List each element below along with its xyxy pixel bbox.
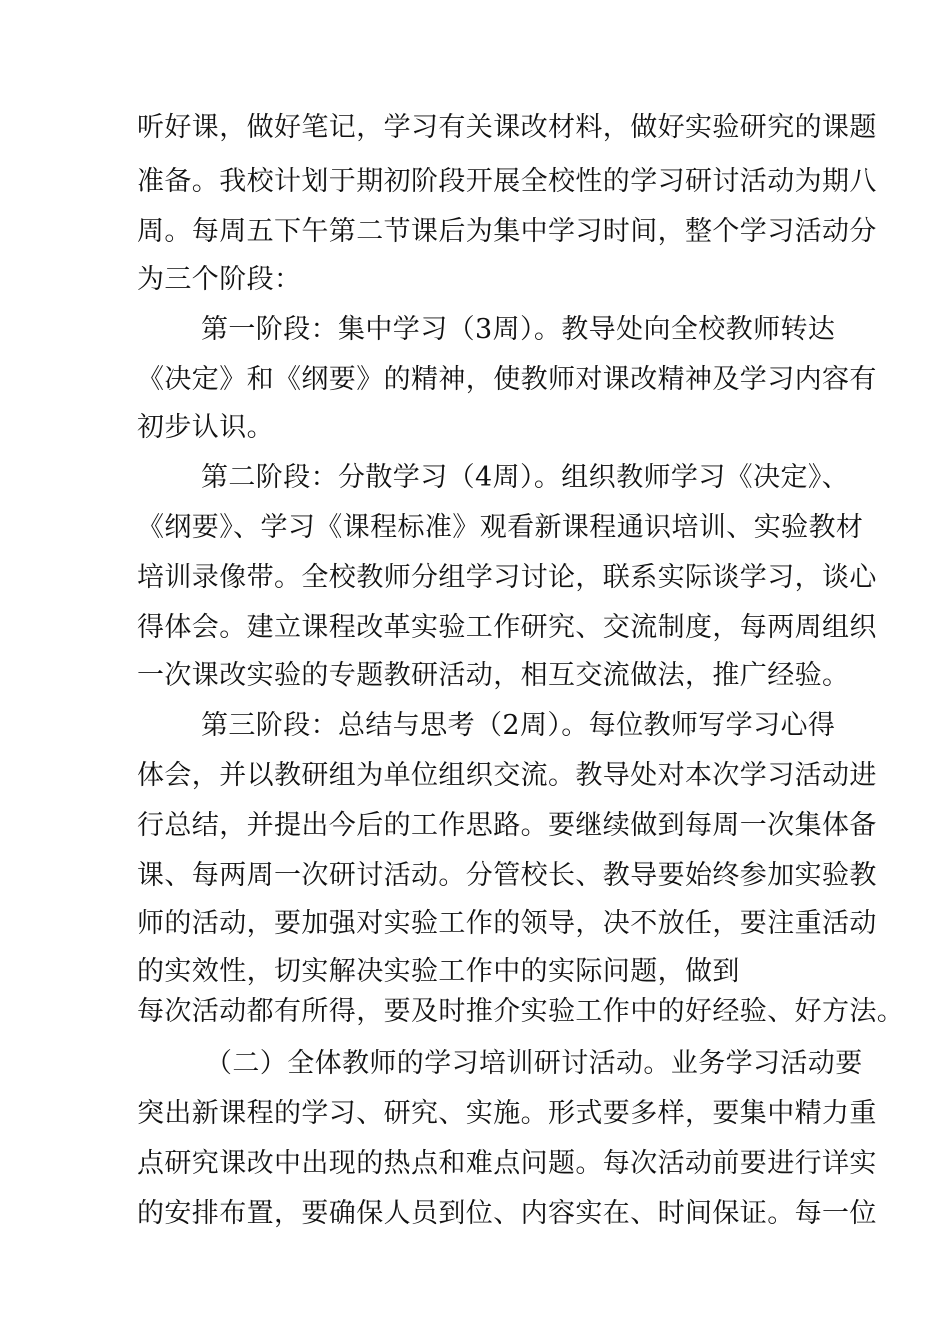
- paragraph-start-line: 第三阶段：总结与思考（2周）。每位教师写学习心得: [201, 710, 836, 741]
- text-line: 准备。我校计划于期初阶段开展全校性的学习研讨活动为期八: [137, 166, 877, 197]
- text-line: 的实效性，切实解决实验工作中的实际问题，做到: [137, 956, 740, 987]
- text-line: 培训录像带。全校教师分组学习讨论，联系实际谈学习，谈心: [137, 562, 877, 593]
- text-line: 行总结，并提出今后的工作思路。要继续做到每周一次集体备: [137, 810, 877, 841]
- text-line: 得体会。建立课程改革实验工作研究、交流制度，每两周组织: [137, 612, 877, 643]
- text-line: 体会，并以教研组为单位组织交流。教导处对本次学习活动进: [137, 760, 877, 791]
- paragraph-start-line: 第二阶段：分散学习（4周）。组织教师学习《决定》、: [201, 462, 850, 493]
- text-line: 的安排布置，要确保人员到位、内容实在、时间保证。每一位: [137, 1198, 877, 1229]
- text-line: 周。每周五下午第二节课后为集中学习时间，整个学习活动分: [137, 216, 877, 247]
- text-line: 突出新课程的学习、研究、实施。形式要多样，要集中精力重: [137, 1098, 877, 1129]
- text-line: 一次课改实验的专题教研活动，相互交流做法，推广经验。: [137, 660, 850, 691]
- text-line: 点研究课改中出现的热点和难点问题。每次活动前要进行详实: [137, 1148, 877, 1179]
- text-line: 《决定》和《纲要》的精神，使教师对课改精神及学习内容有: [137, 364, 877, 395]
- paragraph-start-line: （二）全体教师的学习培训研讨活动。业务学习活动要: [205, 1048, 863, 1079]
- text-line: 师的活动，要加强对实验工作的领导，决不放任，要注重活动: [137, 908, 877, 939]
- text-line: 课、每两周一次研讨活动。分管校长、教导要始终参加实验教: [137, 860, 877, 891]
- text-line: 初步认识。: [137, 412, 274, 443]
- text-line: 每次活动都有所得，要及时推介实验工作中的好经验、好方法。: [137, 996, 905, 1027]
- text-line: 听好课，做好笔记，学习有关课改材料，做好实验研究的课题: [137, 112, 877, 143]
- paragraph-start-line: 第一阶段：集中学习（3周）。教导处向全校教师转达: [201, 314, 836, 345]
- text-line: 《纲要》、学习《课程标准》观看新课程通识培训、实验教材: [137, 512, 864, 543]
- text-line: 为三个阶段：: [137, 264, 302, 295]
